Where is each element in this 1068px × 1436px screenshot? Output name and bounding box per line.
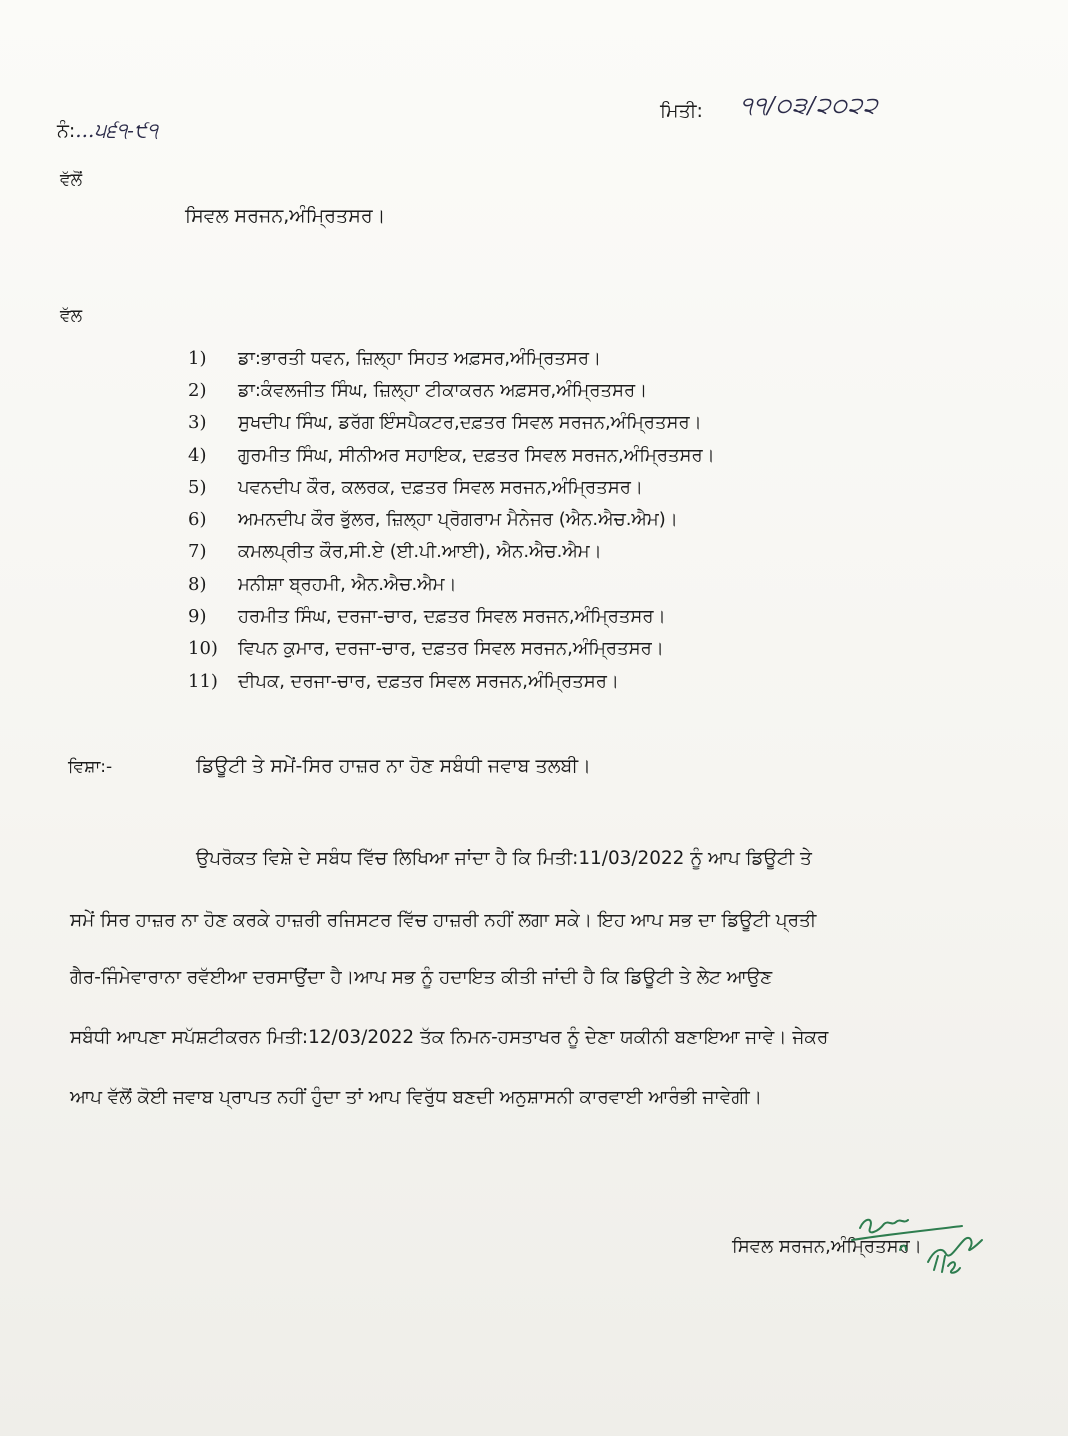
reference-label: ਨੰ: [57,120,76,142]
recipient-number: 4) [188,444,207,466]
subject-label: ਵਿਸ਼ਾ:- [68,757,113,777]
reference-value: ...੫੬੧-੯੧ [75,118,158,142]
body-line: ਸਬੰਧੀ ਆਪਣਾ ਸਪੱਸ਼ਟੀਕਰਨ ਮਿਤੀ:12/03/2022 ਤੱਕ ਨਿਮਨ-ਹਸਤਾਖਰ ਨੂੰ ਦੇਣਾ ਯਕੀਨੀ ਬਣਾਇਆ ਜਾਵੇ। ਜੇਕਰ [70,1027,829,1048]
signatory-office: ਸਿਵਲ ਸਰਜਨ,ਅੰਮ੍ਰਿਤਸਰ। [732,1236,922,1257]
recipient-item [188,536,715,568]
to-label: ਵੱਲ [60,306,83,326]
recipient-number: 2) [188,379,207,401]
reference-number [57,118,158,142]
recipient-text: ਸੁਖਦੀਪ ਸਿੰਘ, ਡਰੱਗ ਇੰਸਪੈਕਟਰ,ਦਫ਼ਤਰ ਸਿਵਲ ਸਰਜਨ,ਅੰਮ੍ਰਿਤਸਰ। [238,412,702,434]
handwritten-signature [830,1210,990,1300]
recipient-text: ਹਰਮੀਤ ਸਿੰਘ, ਦਰਜਾ-ਚਾਰ, ਦਫ਼ਤਰ ਸਿਵਲ ਸਰਜਨ,ਅੰਮ੍ਰਿਤਸਰ। [238,606,666,628]
body-line: ਗੈਰ-ਜਿੰਮੇਵਾਰਾਨਾ ਰਵੱਈਆ ਦਰਸਾਉਂਦਾ ਹੈ।ਆਪ ਸਭ ਨੂੰ ਹਦਾਇਤ ਕੀਤੀ ਜਾਂਦੀ ਹੈ ਕਿ ਡਿਊਟੀ ਤੇ ਲੇਟ ਆਉਣ [70,967,773,988]
recipient-item [188,342,715,374]
recipient-item [188,665,715,697]
recipient-number: 8) [188,573,207,595]
recipient-text: ਮਨੀਸ਼ਾ ਬ੍ਰਹਮੀ, ਐਨ.ਐਚ.ਐਮ। [238,573,457,595]
date-label: ਮਿਤੀ: [660,100,703,122]
from-name: ਸਿਵਲ ਸਰਜਨ,ਅੰਮ੍ਰਿਤਸਰ। [185,205,386,227]
recipient-text: ਡਾ:ਭਾਰਤੀ ਧਵਨ, ਜ਼ਿਲ੍ਹਾ ਸਿਹਤ ਅਫ਼ਸਰ,ਅੰਮ੍ਰਿਤਸਰ। [238,347,602,369]
recipient-item [188,471,715,503]
recipient-number: 3) [188,412,207,434]
recipient-list [188,342,715,697]
body-line: ਉਪਰੋਕਤ ਵਿਸ਼ੇ ਦੇ ਸਬੰਧ ਵਿੱਚ ਲਿਖਿਆ ਜਾਂਦਾ ਹੈ ਕਿ ਮਿਤੀ:11/03/2022 ਨੂੰ ਆਪ ਡਿਊਟੀ ਤੇ [196,848,812,869]
recipient-number: 9) [188,606,207,628]
recipient-number: 6) [188,509,207,531]
from-label: ਵੱਲੋਂ [60,170,83,190]
recipient-item [188,407,715,439]
recipient-item [188,600,715,632]
recipient-text: ਗੁਰਮੀਤ ਸਿੰਘ, ਸੀਨੀਅਰ ਸਹਾਇਕ, ਦਫ਼ਤਰ ਸਿਵਲ ਸਰਜਨ,ਅੰਮ੍ਰਿਤਸਰ। [238,444,715,466]
recipient-item [188,568,715,600]
recipient-item [188,439,715,471]
recipient-text: ਅਮਨਦੀਪ ਕੌਰ ਭੁੱਲਰ, ਜ਼ਿਲ੍ਹਾ ਪ੍ਰੋਗਰਾਮ ਮੈਨੇਜਰ (ਐਨ.ਐਚ.ਐਮ)। [238,509,678,531]
date-value: ੧੧/੦੩/੨੦੨੨ [740,93,879,119]
recipient-number: 11) [188,670,218,692]
body-line: ਆਪ ਵੱਲੋਂ ਕੋਈ ਜਵਾਬ ਪ੍ਰਾਪਤ ਨਹੀਂ ਹੁੰਦਾ ਤਾਂ ਆਪ ਵਿਰੁੱਧ ਬਣਦੀ ਅਨੁਸ਼ਾਸਨੀ ਕਾਰਵਾਈ ਆਰੰਭੀ ਜਾਵੇਗੀ। [70,1087,763,1108]
recipient-number: 1) [188,347,207,369]
recipient-item [188,374,715,406]
recipient-text: ਡਾ:ਕੰਵਲਜੀਤ ਸਿੰਘ, ਜ਼ਿਲ੍ਹਾ ਟੀਕਾਕਰਨ ਅਫ਼ਸਰ,ਅੰਮ੍ਰਿਤਸਰ। [238,379,648,401]
subject-text: ਡਿਊਟੀ ਤੇ ਸਮੇਂ-ਸਿਰ ਹਾਜ਼ਰ ਨਾ ਹੋਣ ਸਬੰਧੀ ਜਵਾਬ ਤਲਬੀ। [196,755,591,777]
recipient-text: ਵਿਪਨ ਕੁਮਾਰ, ਦਰਜਾ-ਚਾਰ, ਦਫ਼ਤਰ ਸਿਵਲ ਸਰਜਨ,ਅੰਮ੍ਰਿਤਸਰ। [238,638,664,660]
body-line: ਸਮੇਂ ਸਿਰ ਹਾਜ਼ਰ ਨਾ ਹੋਣ ਕਰਕੇ ਹਾਜ਼ਰੀ ਰਜਿਸਟਰ ਵਿੱਚ ਹਾਜ਼ਰੀ ਨਹੀਂ ਲਗਾ ਸਕੇ। ਇਹ ਆਪ ਸਭ ਦਾ ਡਿਊਟੀ ਪ੍ਰਤੀ [70,910,817,931]
recipient-number: 5) [188,476,207,498]
recipient-item [188,503,715,535]
recipient-item [188,633,715,665]
recipient-text: ਕਮਲਪ੍ਰੀਤ ਕੌਰ,ਸੀ.ਏ (ਈ.ਪੀ.ਆਈ), ਐਨ.ਐਚ.ਐਮ। [238,541,602,563]
recipient-text: ਪਵਨਦੀਪ ਕੌਰ, ਕਲਰਕ, ਦਫ਼ਤਰ ਸਿਵਲ ਸਰਜਨ,ਅੰਮ੍ਰਿਤਸਰ। [238,476,644,498]
recipient-number: 7) [188,541,207,563]
recipient-text: ਦੀਪਕ, ਦਰਜਾ-ਚਾਰ, ਦਫ਼ਤਰ ਸਿਵਲ ਸਰਜਨ,ਅੰਮ੍ਰਿਤਸਰ। [238,670,620,692]
recipient-number: 10) [188,638,218,660]
